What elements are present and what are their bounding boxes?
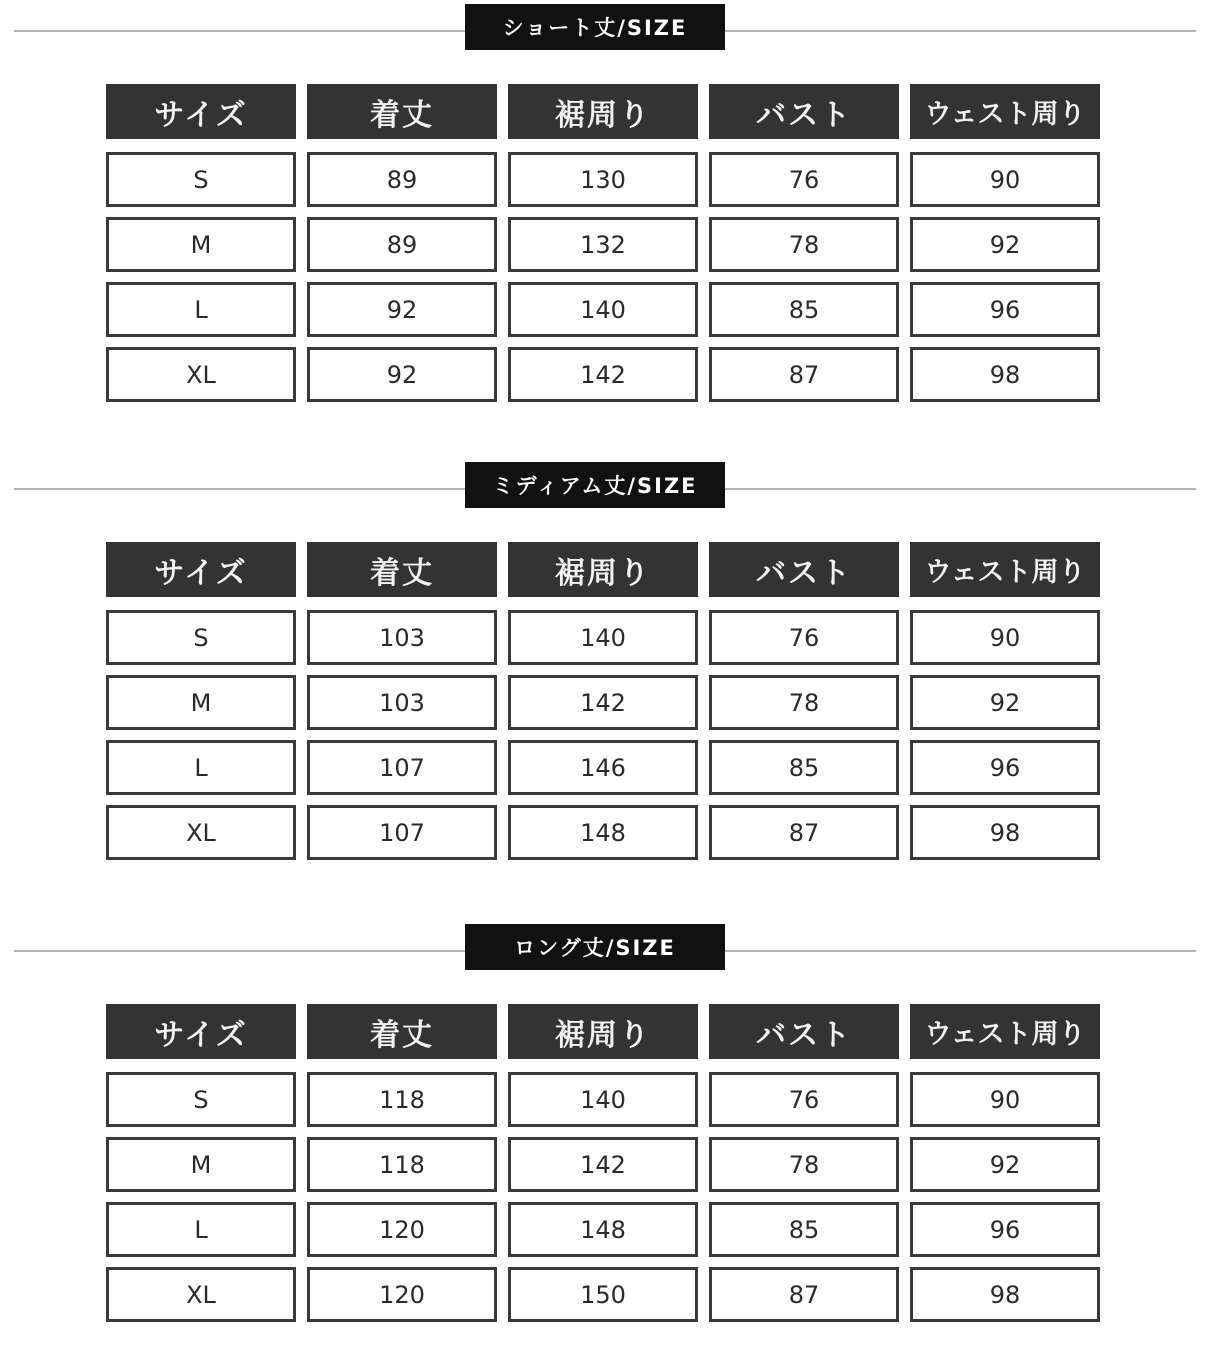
section-title: ショート丈/SIZE bbox=[465, 4, 725, 50]
cell-length: 120 bbox=[307, 1202, 497, 1257]
table-row bbox=[106, 1137, 1100, 1192]
cell-size: XL bbox=[106, 347, 296, 402]
table-header-row bbox=[106, 542, 1100, 597]
header-size: サイズ bbox=[106, 84, 296, 139]
cell-hem: 140 bbox=[508, 1072, 698, 1127]
cell-waist: 96 bbox=[910, 282, 1100, 337]
cell-length: 118 bbox=[307, 1137, 497, 1192]
size-table bbox=[106, 1004, 1100, 1332]
table-row bbox=[106, 805, 1100, 860]
cell-length: 103 bbox=[307, 610, 497, 665]
cell-waist: 92 bbox=[910, 1137, 1100, 1192]
cell-size: L bbox=[106, 1202, 296, 1257]
table-row bbox=[106, 740, 1100, 795]
cell-waist: 92 bbox=[910, 675, 1100, 730]
cell-waist: 90 bbox=[910, 1072, 1100, 1127]
cell-size: S bbox=[106, 610, 296, 665]
table-row bbox=[106, 282, 1100, 337]
cell-bust: 87 bbox=[709, 347, 899, 402]
section-title: ミディアム丈/SIZE bbox=[465, 462, 725, 508]
cell-hem: 142 bbox=[508, 1137, 698, 1192]
header-waist: ウェスト周り bbox=[910, 1004, 1100, 1059]
table-row bbox=[106, 347, 1100, 402]
cell-size: M bbox=[106, 217, 296, 272]
cell-waist: 96 bbox=[910, 1202, 1100, 1257]
cell-bust: 87 bbox=[709, 805, 899, 860]
cell-size: L bbox=[106, 282, 296, 337]
cell-bust: 76 bbox=[709, 1072, 899, 1127]
size-section-long bbox=[0, 924, 1210, 1309]
cell-bust: 76 bbox=[709, 610, 899, 665]
cell-hem: 140 bbox=[508, 282, 698, 337]
header-waist: ウェスト周り bbox=[910, 84, 1100, 139]
header-bust: バスト bbox=[709, 84, 899, 139]
table-row bbox=[106, 610, 1100, 665]
cell-length: 89 bbox=[307, 217, 497, 272]
cell-waist: 98 bbox=[910, 805, 1100, 860]
cell-length: 107 bbox=[307, 805, 497, 860]
cell-waist: 92 bbox=[910, 217, 1100, 272]
cell-waist: 98 bbox=[910, 1267, 1100, 1322]
header-hem: 裾周り bbox=[508, 84, 698, 139]
cell-size: S bbox=[106, 152, 296, 207]
cell-hem: 130 bbox=[508, 152, 698, 207]
cell-bust: 87 bbox=[709, 1267, 899, 1322]
section-title-row bbox=[0, 462, 1210, 508]
header-length: 着丈 bbox=[307, 1004, 497, 1059]
cell-hem: 146 bbox=[508, 740, 698, 795]
header-hem: 裾周り bbox=[508, 1004, 698, 1059]
cell-bust: 76 bbox=[709, 152, 899, 207]
cell-waist: 96 bbox=[910, 740, 1100, 795]
table-row bbox=[106, 675, 1100, 730]
cell-hem: 142 bbox=[508, 347, 698, 402]
cell-length: 120 bbox=[307, 1267, 497, 1322]
cell-size: L bbox=[106, 740, 296, 795]
cell-hem: 148 bbox=[508, 1202, 698, 1257]
cell-size: XL bbox=[106, 805, 296, 860]
header-length: 着丈 bbox=[307, 542, 497, 597]
cell-bust: 78 bbox=[709, 675, 899, 730]
cell-length: 89 bbox=[307, 152, 497, 207]
size-table bbox=[106, 84, 1100, 412]
cell-bust: 78 bbox=[709, 1137, 899, 1192]
cell-hem: 142 bbox=[508, 675, 698, 730]
header-length: 着丈 bbox=[307, 84, 497, 139]
table-row bbox=[106, 1072, 1100, 1127]
header-bust: バスト bbox=[709, 542, 899, 597]
cell-size: XL bbox=[106, 1267, 296, 1322]
table-row bbox=[106, 152, 1100, 207]
size-section-short bbox=[0, 4, 1210, 389]
cell-hem: 150 bbox=[508, 1267, 698, 1322]
cell-bust: 85 bbox=[709, 1202, 899, 1257]
cell-waist: 90 bbox=[910, 152, 1100, 207]
table-header-row bbox=[106, 84, 1100, 139]
cell-hem: 148 bbox=[508, 805, 698, 860]
cell-hem: 140 bbox=[508, 610, 698, 665]
cell-bust: 85 bbox=[709, 740, 899, 795]
cell-length: 118 bbox=[307, 1072, 497, 1127]
size-table bbox=[106, 542, 1100, 870]
cell-size: M bbox=[106, 1137, 296, 1192]
section-title-row bbox=[0, 924, 1210, 970]
table-header-row bbox=[106, 1004, 1100, 1059]
cell-bust: 78 bbox=[709, 217, 899, 272]
section-title-row bbox=[0, 4, 1210, 50]
header-waist: ウェスト周り bbox=[910, 542, 1100, 597]
cell-length: 107 bbox=[307, 740, 497, 795]
header-hem: 裾周り bbox=[508, 542, 698, 597]
cell-waist: 98 bbox=[910, 347, 1100, 402]
size-section-medium bbox=[0, 462, 1210, 847]
header-bust: バスト bbox=[709, 1004, 899, 1059]
cell-waist: 90 bbox=[910, 610, 1100, 665]
table-row bbox=[106, 217, 1100, 272]
header-size: サイズ bbox=[106, 1004, 296, 1059]
table-row bbox=[106, 1267, 1100, 1322]
section-title: ロング丈/SIZE bbox=[465, 924, 725, 970]
cell-size: S bbox=[106, 1072, 296, 1127]
cell-length: 92 bbox=[307, 347, 497, 402]
cell-length: 92 bbox=[307, 282, 497, 337]
cell-size: M bbox=[106, 675, 296, 730]
cell-hem: 132 bbox=[508, 217, 698, 272]
table-row bbox=[106, 1202, 1100, 1257]
header-size: サイズ bbox=[106, 542, 296, 597]
cell-bust: 85 bbox=[709, 282, 899, 337]
cell-length: 103 bbox=[307, 675, 497, 730]
